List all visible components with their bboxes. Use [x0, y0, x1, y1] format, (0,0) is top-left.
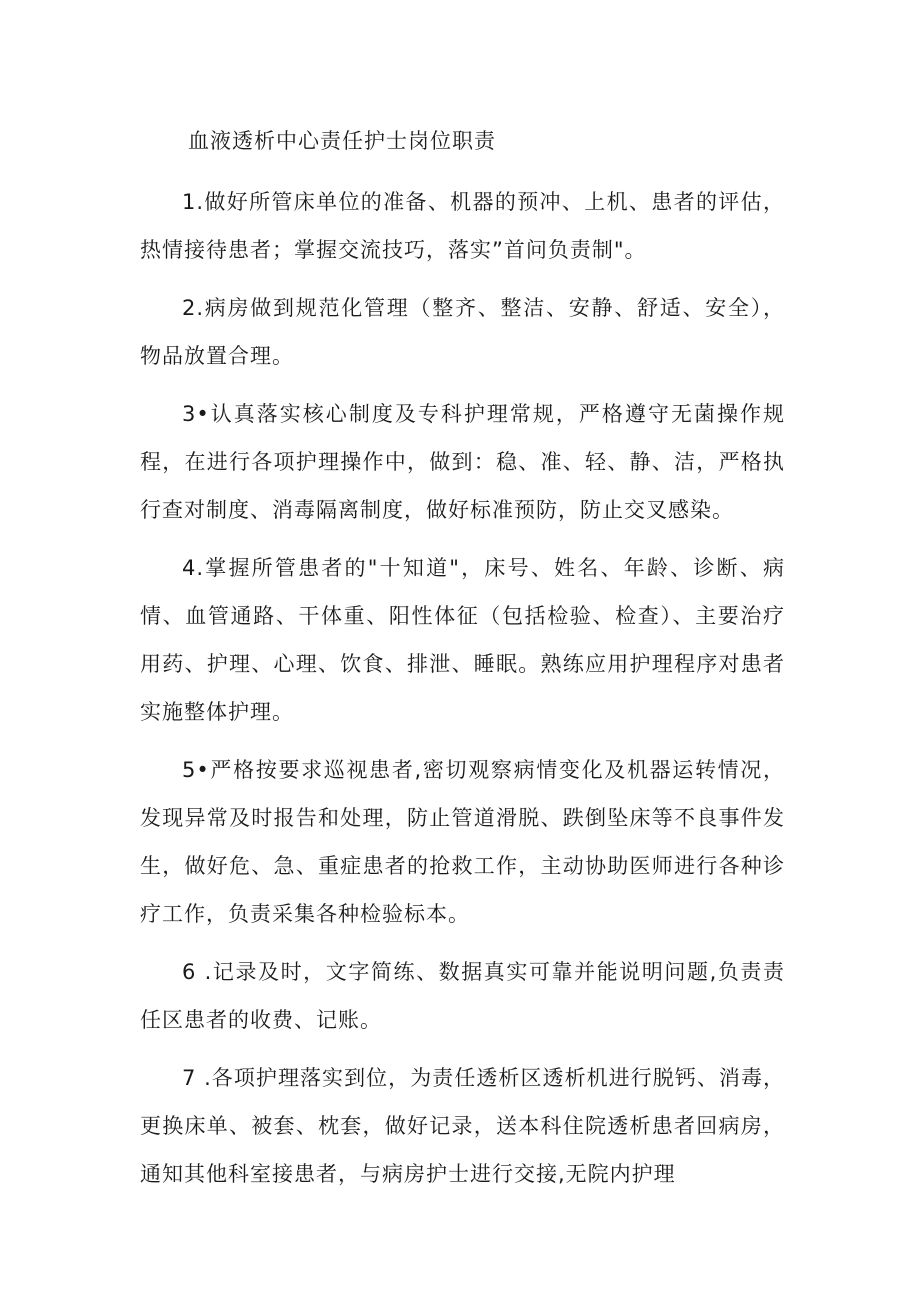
duty-item-6: 6 .记录及时，文字简练、数据真实可靠并能说明问题,负责责任区患者的收费、记账。: [140, 960, 785, 1032]
duty-item-2: 2.病房做到规范化管理（整齐、整洁、安静、舒适、安全），物品放置合理。: [140, 296, 785, 368]
duty-item-1: 1.做好所管床单位的准备、机器的预冲、上机、患者的评估，热情接待患者；掌握交流技巧，落实”首问负责制"。: [140, 190, 785, 262]
document-body: [140, 120, 785, 1208]
duty-item-7: 7 .各项护理落实到位，为责任透析区透析机进行脱钙、消毒，更换床单、被套、枕套，做好记录，送本科住院透析患者回病房，通知其他科室接患者，与病房护士进行交接,无院内护理: [140, 1066, 785, 1186]
duty-item-5: 5•严格按要求巡视患者,密切观察病情变化及机器运转情况，发现异常及时报告和处理，防止管道滑脱、跌倒坠床等不良事件发生，做好危、急、重症患者的抢救工作，主动协助医师进行各种诊疗工作，负责采集各种检验标本。: [140, 758, 785, 926]
duty-item-4: 4.掌握所管患者的"十知道"，床号、姓名、年龄、诊断、病情、血管通路、干体重、阳性体征（包括检验、检查）、主要治疗用药、护理、心理、饮食、排泄、睡眠。熟练应用护理程序对患者实施整体护理。: [140, 556, 785, 724]
document-title: 血液透析中心责任护士岗位职责: [188, 129, 496, 153]
duty-item-3: 3•认真落实核心制度及专科护理常规，严格遵守无菌操作规程，在进行各项护理操作中，做到：稳、准、轻、静、洁，严格执行查对制度、消毒隔离制度，做好标准预防，防止交叉感染。: [140, 402, 785, 522]
